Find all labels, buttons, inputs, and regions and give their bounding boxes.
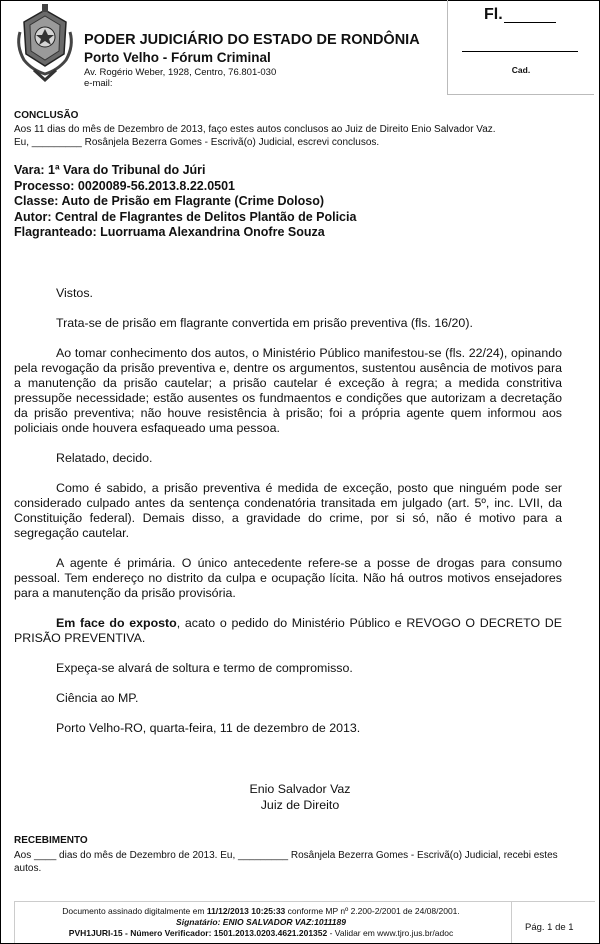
ruling-lead: Em face do exposto — [56, 616, 177, 630]
paragraph-place-date: Porto Velho-RO, quarta-feira, 11 de dezembro de 2013. — [56, 721, 361, 735]
case-info — [14, 163, 356, 241]
verifier-number: PVH1JURI-15 - Número Verificador: 1501.2013.0203.4621.201352 — [68, 928, 328, 938]
case-vara: Vara: 1ª Vara do Tribunal do Júri — [14, 163, 206, 177]
decision-body — [14, 286, 562, 751]
signatory: Signatário: ENIO SALVADOR VAZ:1011189 — [176, 917, 346, 927]
paragraph-release-order: Expeça-se alvará de soltura e termo de compromisso. — [56, 661, 353, 675]
address-line: Av. Rogério Weber, 1928, Centro, 76.801-030 — [84, 67, 277, 78]
conclusao-line-2: Eu, _________ Rosânjela Bezerra Gomes - Escrivã(o) Judicial, escrevi conclusos. — [14, 137, 380, 148]
conclusao-line-1: Aos 11 dias do mês de Dezembro de 2013, faço estes autos conclusos ao Juiz de Direito Enio Salvador Vaz. — [14, 124, 496, 135]
validation-url: - Validar em www.tjro.jus.br/adoc — [327, 928, 454, 938]
signatory-line — [15, 917, 507, 928]
digital-signature-footer — [14, 901, 595, 943]
court-name: PODER JUDICIÁRIO DO ESTADO DE RONDÔNIA — [84, 32, 420, 48]
case-classe: Classe: Auto de Prisão em Flagrante (Crime Doloso) — [14, 194, 325, 208]
cad-label: Cad. — [511, 65, 531, 75]
footer-divider — [511, 902, 512, 943]
judge-signature — [0, 782, 600, 813]
paragraph-reasoning: Como é sabido, a prisão preventiva é medida de exceção, posto que ninguém pode ser considerado culpado antes da sentença condenatória transitada em julgado (art. 5º, inc. LVII, da Constituição federal). Demais disso, a gravidade do crime, por si só, não é motivo para a segregação cautelar. — [14, 481, 562, 540]
paragraph-ruling — [14, 616, 562, 646]
paragraph-vistos: Vistos. — [56, 286, 93, 300]
signed-date-prefix: Documento assinado digitalmente em — [62, 906, 207, 916]
document-header — [0, 0, 600, 100]
recebimento-title: RECEBIMENTO — [14, 835, 88, 846]
signed-datetime: 11/12/2013 10:25:33 — [206, 906, 286, 916]
court-address — [84, 67, 276, 89]
paragraph-defendant-profile: A agente é primária. O único antecedente refere-se a posse de drogas para consumo pessoal. Tem endereço no distrito da culpa e ocupação lícita. Não há outros motivos ensejadores para a manutenção da prisão provisória. — [14, 556, 562, 600]
forum-name: Porto Velho - Fórum Criminal — [84, 50, 271, 65]
paragraph-mp-notice: Ciência ao MP. — [56, 691, 139, 705]
case-flagranteado: Flagranteado: Luorruama Alexandrina Onofre Souza — [14, 225, 325, 239]
conclusao-title: CONCLUSÃO — [14, 110, 79, 121]
signed-date-line — [15, 906, 507, 917]
case-processo: Processo: 0020089-56.2013.8.22.0501 — [14, 178, 236, 193]
ruling-text: , acato o pedido do Ministério Público e REVOGO O DECRETO DE PRISÃO PREVENTIVA. — [14, 616, 562, 645]
page-number: Pág. 1 de 1 — [525, 922, 574, 933]
verifier-line — [15, 928, 507, 939]
case-autor: Autor: Central de Flagrantes de Delitos Plantão de Policia — [14, 209, 357, 224]
folio-number-line — [504, 22, 556, 23]
recebimento-text: Aos ____ dias do mês de Dezembro de 2013. Eu, _________ Rosânjela Bezerra Gomes - Escrivã(o) Judicial, recebi estes autos. — [14, 850, 558, 874]
signature-details — [15, 906, 507, 939]
signed-date-suffix: conforme MP nº 2.200-2/2001 de 24/08/2001. — [285, 906, 460, 916]
cad-signature-line — [462, 51, 578, 52]
email-line: e-mail: — [84, 78, 113, 89]
folio-box — [447, 0, 594, 95]
judge-role: Juiz de Direito — [260, 797, 340, 812]
folio-label: Fl. — [484, 6, 503, 23]
paragraph-mp-opinion: Ao tomar conhecimento dos autos, o Ministério Público manifestou-se (fls. 22/24), opinando pela revogação da prisão preventiva e, dentre os argumentos, sustentou ausência de motivos para a manutenção da prisão cautelar; a prisão cautelar é exceção à regra; a medida constritiva pressupõe necessidade; estão ausentes os fundmaentos e condições que autorizam a decretação da prisão preventiva; não houve resistência à prisão; foi a própria agente quem informou aos policiais onde houvera esfaqueado uma pessoa. — [14, 346, 562, 435]
judge-name: Enio Salvador Vaz — [249, 782, 351, 796]
state-coat-of-arms-icon — [14, 4, 76, 84]
paragraph-summary: Trata-se de prisão em flagrante convertida em prisão preventiva (fls. 16/20). — [56, 316, 473, 330]
paragraph-relatado: Relatado, decido. — [56, 451, 153, 465]
